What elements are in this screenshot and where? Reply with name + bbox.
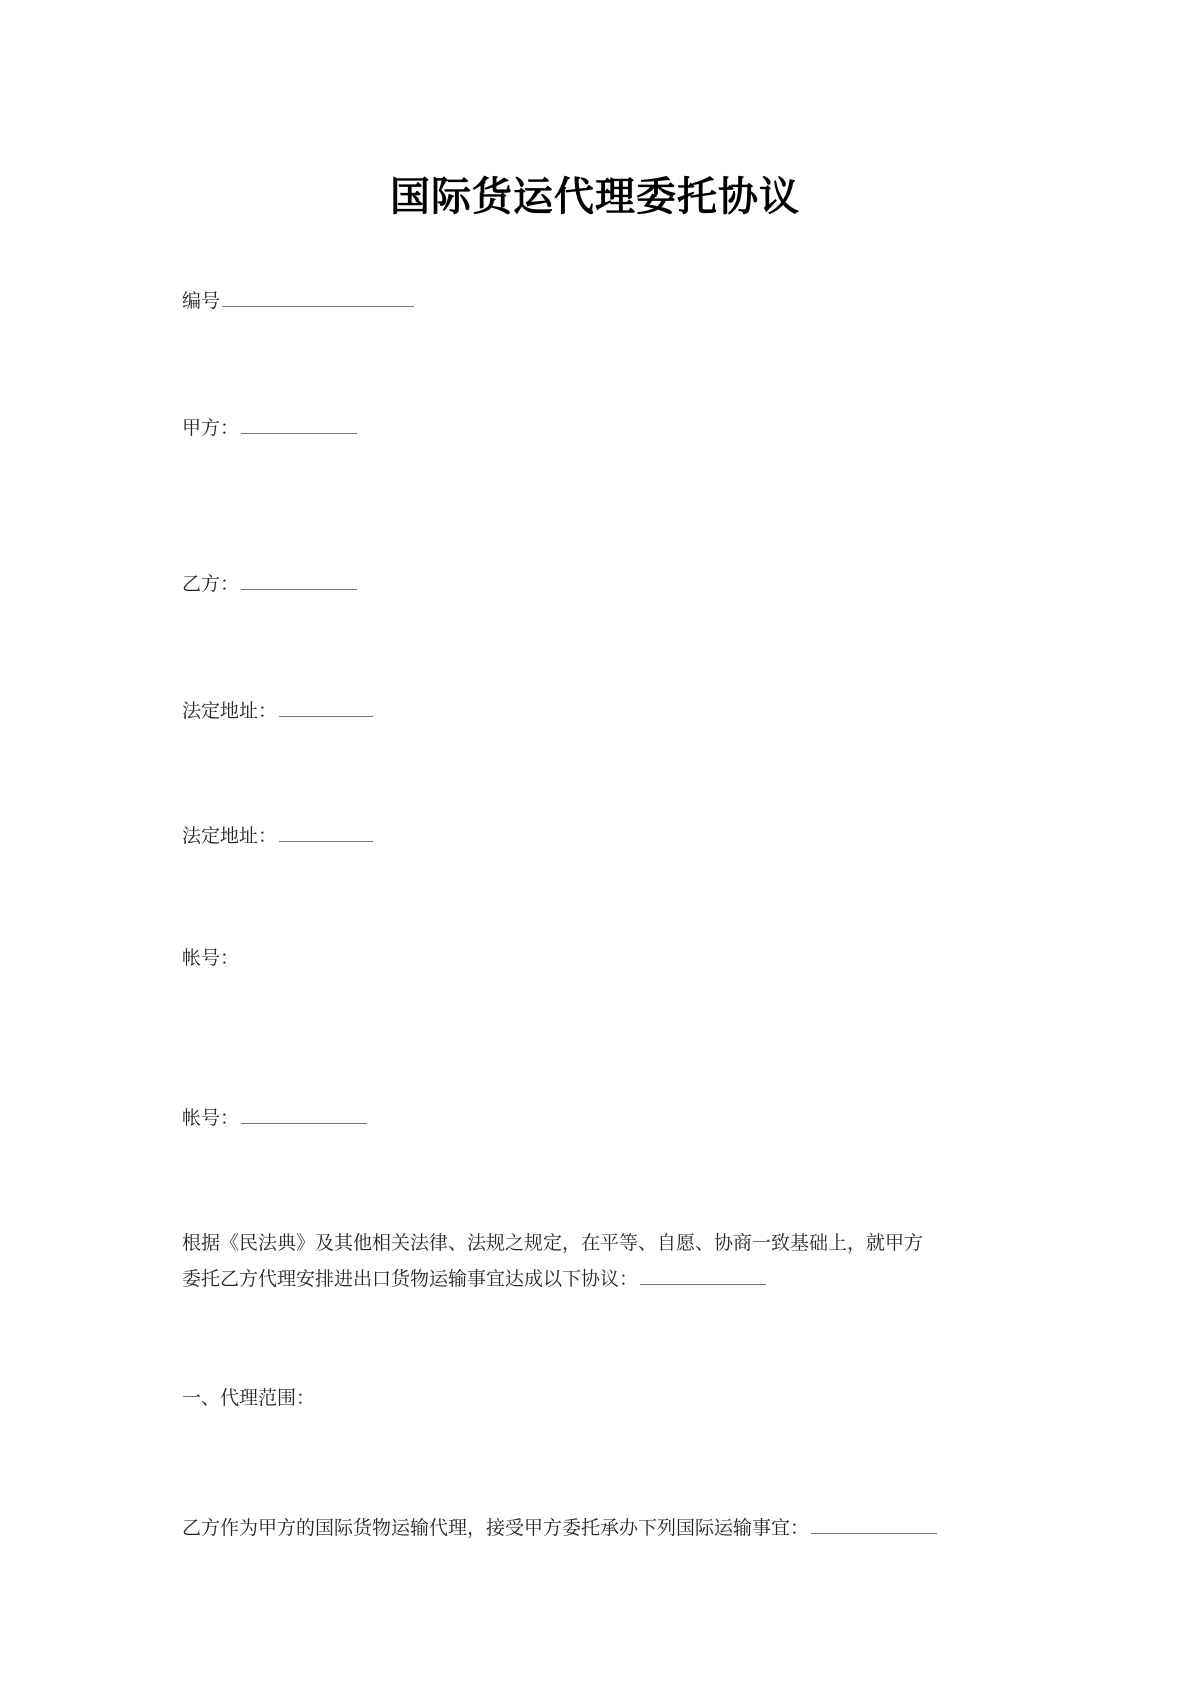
fill-in-blank[interactable] <box>811 1515 937 1534</box>
field-account-a <box>182 946 239 970</box>
fill-in-blank[interactable] <box>279 698 373 717</box>
preamble-line-2 <box>182 1261 1022 1297</box>
field-account-b <box>182 1105 367 1130</box>
section-1-body <box>182 1515 937 1540</box>
field-label: 法定地址： <box>182 700 278 722</box>
field-label: 法定地址： <box>182 825 278 847</box>
field-label: 甲方： <box>182 417 240 439</box>
section-1-heading: 一、代理范围： <box>182 1387 316 1409</box>
fill-in-blank[interactable] <box>640 1266 766 1285</box>
field-legal-address-b <box>182 823 373 848</box>
field-number <box>182 288 414 313</box>
fill-in-blank[interactable] <box>241 1105 367 1124</box>
fill-in-blank[interactable] <box>241 415 357 434</box>
preamble-line-2-text: 委托乙方代理安排进出口货物运输事宜达成以下协议： <box>182 1268 639 1290</box>
field-legal-address-a <box>182 698 373 723</box>
field-party-a <box>182 415 357 440</box>
preamble-line-1: 根据《民法典》及其他相关法律、法规之规定，在平等、自愿、协商一致基础上，就甲方 <box>182 1232 924 1254</box>
field-label: 乙方： <box>182 573 240 595</box>
document-title: 国际货运代理委托协议 <box>390 173 800 220</box>
fill-in-blank[interactable] <box>222 288 414 307</box>
field-label: 编号 <box>182 290 221 312</box>
field-label: 帐号： <box>182 1107 240 1129</box>
fill-in-blank[interactable] <box>279 823 373 842</box>
preamble-paragraph <box>182 1225 1022 1297</box>
section-1-body-text: 乙方作为甲方的国际货物运输代理，接受甲方委托承办下列国际运输事宜： <box>182 1517 810 1539</box>
fill-in-blank[interactable] <box>241 571 357 590</box>
field-party-b <box>182 571 357 596</box>
field-label: 帐号： <box>182 947 240 969</box>
